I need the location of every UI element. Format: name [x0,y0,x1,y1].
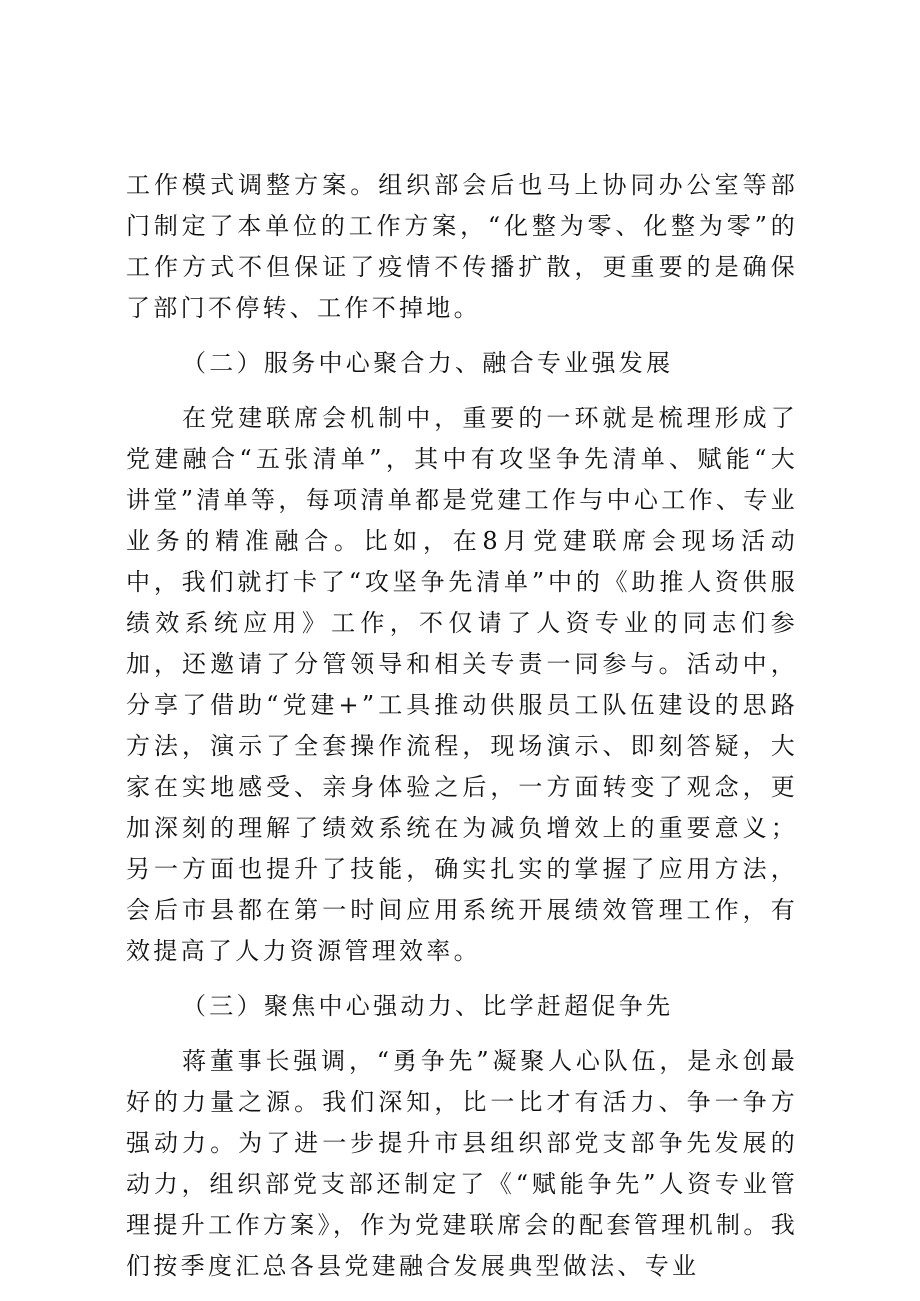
paragraph-section-3: 蒋董事长强调，“勇争先”凝聚人心队伍，是永创最好的力量之源。我们深知，比一比才有活力、争一争方强动力。为了进一步提升市县组织部党支部争先发展的动力，组织部党支部还制定了《“赋能争先”人资专业管理提升工作方案》，作为党建联席会的配套管理机制。我们按季度汇总各县党建融合发展典型做法、专业 [126,1047,798,1280]
section-heading-3: （三）聚焦中心强动力、比学赶超促争先 [182,992,674,1020]
document-body [126,165,798,1287]
section-heading-2: （二）服务中心聚合力、融合专业强发展 [182,349,674,377]
paragraph-continuation: 工作模式调整方案。组织部会后也马上协同办公室等部门制定了本单位的工作方案，“化整为零、化整为零”的工作方式不但保证了疫情不传播扩散，更重要的是确保了部门不停转、工作不掉地。 [126,171,798,322]
paragraph-section-2: 在党建联席会机制中，重要的一环就是梳理形成了党建融合“五张清单”，其中有攻坚争先清单、赋能“大讲堂”清单等，每项清单都是党建工作与中心工作、专业业务的精准融合。比如，在8月党建联席会现场活动中，我们就打卡了“攻坚争先清单”中的《助推人资供服绩效系统应用》工作，不仅请了人资专业的同志们参加，还邀请了分管领导和相关专责一同参与。活动中，分享了借助“党建+”工具推动供服员工队伍建设的思路方法，演示了全套操作流程，现场演示、即刻答疑，大家在实地感受、亲身体验之后，一方面转变了观念，更加深刻的理解了绩效系统在为减负增效上的重要意义；另一方面也提升了技能，确实扎实的掌握了应用方法，会后市县都在第一时间应用系统开展绩效管理工作，有效提高了人力资源管理效率。 [126,404,798,965]
